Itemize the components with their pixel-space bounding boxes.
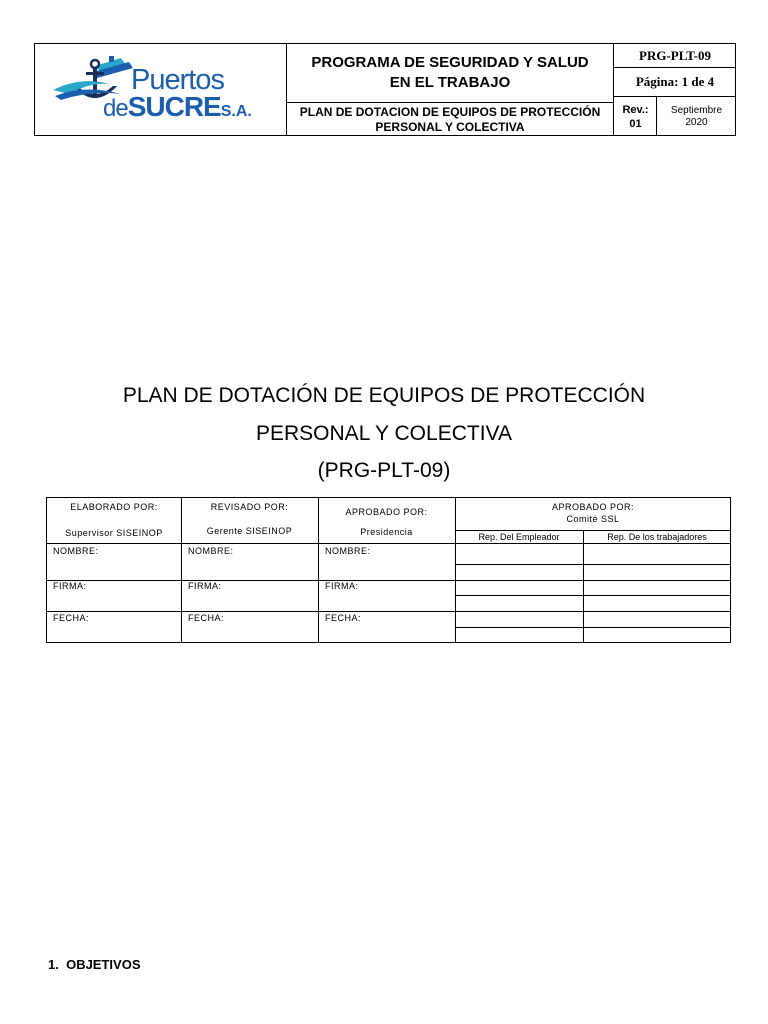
- revision-value: 01: [629, 117, 642, 130]
- section-number: 1.: [48, 957, 59, 972]
- logo-text-sucre-bold: SUCRE: [127, 91, 221, 122]
- revisado-role: Gerente SISEINOP: [206, 526, 293, 536]
- table-divider: [455, 530, 731, 531]
- program-title: PROGRAMA DE SEGURIDAD Y SALUD EN EL TRABAJO: [311, 54, 589, 91]
- document-code: PRG-PLT-09: [639, 48, 711, 63]
- fecha-field-aprobado: FECHA:: [325, 613, 362, 623]
- table-divider: [583, 530, 584, 642]
- revision: [614, 97, 657, 136]
- table-divider: [318, 498, 319, 642]
- comite-label: APROBADO POR:: [551, 502, 634, 512]
- table-divider: [455, 627, 731, 628]
- rep-trabajadores-header: Rep. De los trabajadores: [607, 532, 707, 542]
- nombre-field-aprobado: NOMBRE:: [325, 546, 371, 556]
- logo-text-sucre: [103, 93, 252, 121]
- rep-empleador-header: Rep. Del Empleador: [478, 532, 560, 542]
- fecha-field-revisado: FECHA:: [188, 613, 225, 623]
- logo-text-puertos: Puertos: [131, 64, 224, 96]
- table-divider: [455, 595, 731, 596]
- firma-field-elaborado: FIRMA:: [53, 581, 87, 591]
- section-heading-objetivos: [48, 957, 141, 972]
- logo-text-de: de: [103, 95, 128, 122]
- revision-date-month: Septiembre: [670, 104, 723, 116]
- document-header: [34, 43, 736, 136]
- nombre-field-revisado: NOMBRE:: [188, 546, 234, 556]
- document-title-line2: PERSONAL Y COLECTIVA: [256, 422, 512, 445]
- table-divider: [47, 580, 455, 581]
- firma-field-aprobado: FIRMA:: [325, 581, 359, 591]
- table-divider: [455, 611, 731, 612]
- aprobado-role: Presidencia: [360, 527, 413, 537]
- nombre-field-elaborado: NOMBRE:: [53, 546, 99, 556]
- table-divider: [455, 580, 731, 581]
- section-title: OBJETIVOS: [66, 957, 141, 972]
- logo-text-sa: S.A.: [220, 103, 252, 120]
- table-divider: [455, 543, 731, 544]
- elaborado-role: Supervisor SISEINOP: [65, 528, 163, 538]
- approval-table: [46, 497, 731, 643]
- document-title-line1: PLAN DE DOTACIÓN DE EQUIPOS DE PROTECCIÓN: [122, 384, 646, 407]
- revision-label: Rev.:: [622, 103, 649, 116]
- table-divider: [181, 498, 182, 642]
- revision-date-year: 2020: [685, 116, 708, 128]
- comite-role: Comité SSL: [566, 514, 620, 524]
- aprobado-label: APROBADO POR:: [345, 507, 428, 517]
- revision-date: [657, 97, 736, 136]
- revisado-label: REVISADO POR:: [210, 502, 289, 512]
- firma-field-revisado: FIRMA:: [188, 581, 222, 591]
- plan-subtitle: PLAN DE DOTACION DE EQUIPOS DE PROTECCIÓN PERSONAL Y COLECTIVA: [299, 104, 601, 134]
- table-divider: [47, 611, 455, 612]
- document-code-title: (PRG-PLT-09): [317, 459, 451, 482]
- company-logo: [47, 50, 279, 130]
- page-number: Página: 1 de 4: [635, 74, 715, 89]
- table-divider: [455, 564, 731, 565]
- table-divider: [47, 543, 455, 544]
- fecha-field-elaborado: FECHA:: [53, 613, 90, 623]
- elaborado-label: ELABORADO POR:: [70, 502, 158, 512]
